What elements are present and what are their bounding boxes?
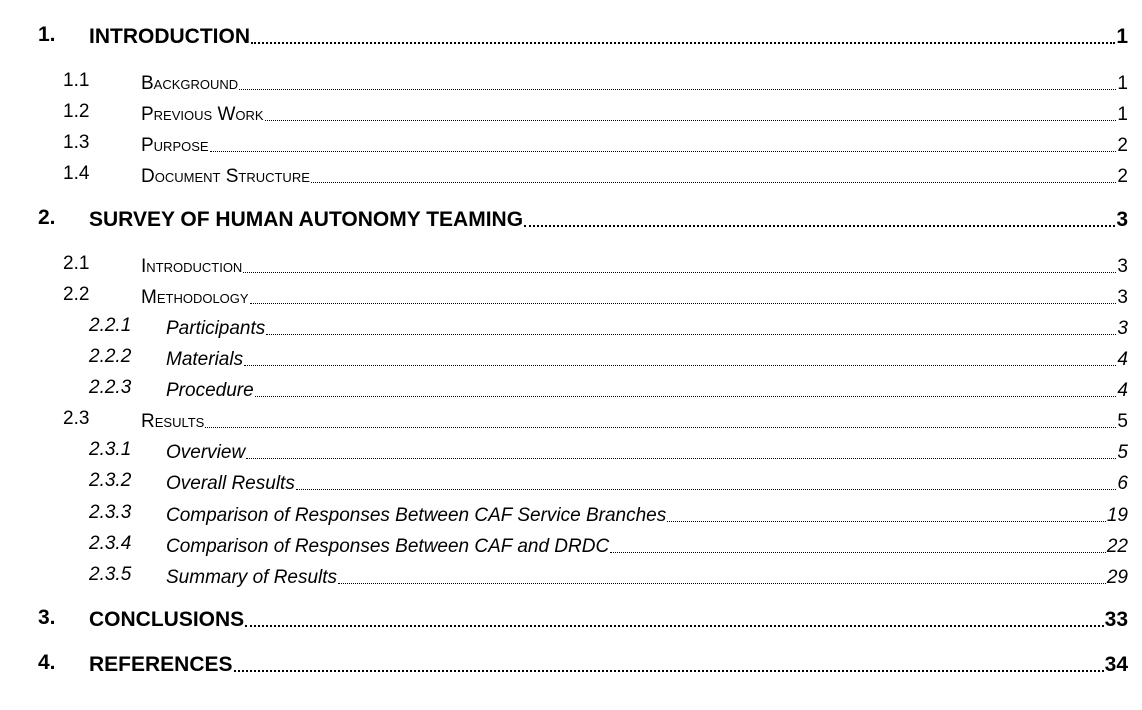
dot-leader [265,119,1117,121]
toc-entry-introduction[interactable] [0,25,1142,49]
toc-entry-title: Overall Results [166,473,295,494]
toc-entry-number: 4. [38,651,56,674]
toc-entry-caf-service-branches[interactable] [0,503,1142,527]
toc-entry-title: Comparison of Responses Between CAF and DRDC [166,536,610,557]
toc-entry-title: Materials [166,349,244,370]
toc-entry-title: Comparison of Responses Between CAF Service Branches [166,505,667,526]
dot-leader [244,364,1116,366]
dot-leader [266,333,1116,335]
toc-entry-number: 1.2 [63,101,90,122]
toc-entry-page: 4 [1117,349,1128,370]
toc-entry-page: 4 [1117,380,1128,401]
toc-entry-summary-of-results[interactable] [0,565,1142,589]
dot-leader [338,582,1106,584]
toc-entry-document-structure[interactable] [0,164,1142,188]
dot-leader [239,88,1116,90]
toc-entry-page: 2 [1117,135,1128,156]
dot-leader [246,457,1116,459]
toc-entry-page: 22 [1106,536,1128,557]
toc-entry-page: 19 [1106,505,1128,526]
toc-entry-materials[interactable] [0,347,1142,371]
toc-entry-page: 1 [1117,73,1128,94]
dot-leader [255,395,1117,397]
toc-entry-title: Participants [166,318,266,339]
toc-entry-title: Results [141,411,205,432]
toc-entry-page: 2 [1117,166,1128,187]
toc-entry-number: 1.1 [63,70,90,91]
dot-leader [250,302,1117,304]
toc-entry-number: 2.3.5 [89,564,132,585]
dot-leader [524,224,1115,227]
toc-entry-number: 2.2.2 [89,346,132,367]
toc-entry-page: 34 [1104,653,1128,676]
toc-entry-overall-results[interactable] [0,471,1142,495]
toc-entry-purpose[interactable] [0,133,1142,157]
toc-entry-methodology[interactable] [0,285,1142,309]
dot-leader [245,624,1103,627]
toc-entry-title: Summary of Results [166,567,338,588]
toc-entry-number: 2.3.4 [89,533,132,554]
toc-entry-title: Purpose [141,135,209,156]
toc-entry-number: 3. [38,606,56,629]
toc-entry-number: 1.4 [63,163,90,184]
toc-entry-page: 3 [1116,208,1128,231]
toc-entry-title: INTRODUCTION [89,25,250,48]
toc-entry-title: Document Structure [141,166,310,187]
toc-entry-title: CONCLUSIONS [89,608,245,631]
toc-entry-references[interactable] [0,653,1142,677]
toc-entry-title: Methodology [141,287,249,308]
toc-entry-number: 2.3 [63,408,90,429]
toc-entry-number: 1. [38,23,56,46]
dot-leader [667,520,1106,522]
dot-leader [311,181,1117,183]
toc-entry-overview[interactable] [0,440,1142,464]
toc-entry-page: 33 [1104,608,1128,631]
toc-entry-title: Procedure [166,380,254,401]
toc-entry-number: 2.3.1 [89,439,132,460]
toc-entry-participants[interactable] [0,316,1142,340]
toc-entry-background[interactable] [0,71,1142,95]
toc-entry-page: 3 [1117,256,1128,277]
toc-entry-number: 2.2.3 [89,377,132,398]
toc-entry-page: 1 [1116,25,1128,48]
toc-entry-number: 2.3.2 [89,470,132,491]
toc-entry-number: 2.3.3 [89,502,132,523]
toc-entry-conclusions[interactable] [0,608,1142,632]
toc-entry-title: Overview [166,442,246,463]
toc-entry-title: Previous Work [141,104,264,125]
toc-entry-page: 1 [1117,104,1128,125]
toc-entry-title: Introduction [141,256,243,277]
dot-leader [296,488,1117,490]
dot-leader [234,669,1104,672]
toc-entry-number: 1.3 [63,132,90,153]
toc-entry-number: 2.2 [63,284,90,305]
toc-entry-title: SURVEY OF HUMAN AUTONOMY TEAMING [89,208,524,231]
toc-entry-page: 6 [1117,473,1128,494]
toc-entry-number: 2.2.1 [89,315,132,336]
toc-entry-page: 29 [1106,567,1128,588]
toc-entry-page: 3 [1117,287,1128,308]
toc-entry-page: 5 [1117,411,1128,432]
toc-entry-number: 2.1 [63,253,90,274]
toc-entry-results[interactable] [0,409,1142,433]
toc-entry-page: 3 [1117,318,1128,339]
toc-entry-caf-and-drdc[interactable] [0,534,1142,558]
toc-entry-previous-work[interactable] [0,102,1142,126]
dot-leader [210,150,1117,152]
toc-entry-survey-introduction[interactable] [0,254,1142,278]
dot-leader [205,426,1116,428]
dot-leader [251,41,1115,44]
toc-entry-survey[interactable] [0,208,1142,232]
toc-entry-page: 5 [1117,442,1128,463]
dot-leader [243,271,1116,273]
toc-entry-procedure[interactable] [0,378,1142,402]
dot-leader [610,551,1106,553]
toc-entry-title: REFERENCES [89,653,233,676]
toc-entry-title: Background [141,73,239,94]
toc-entry-number: 2. [38,206,56,229]
